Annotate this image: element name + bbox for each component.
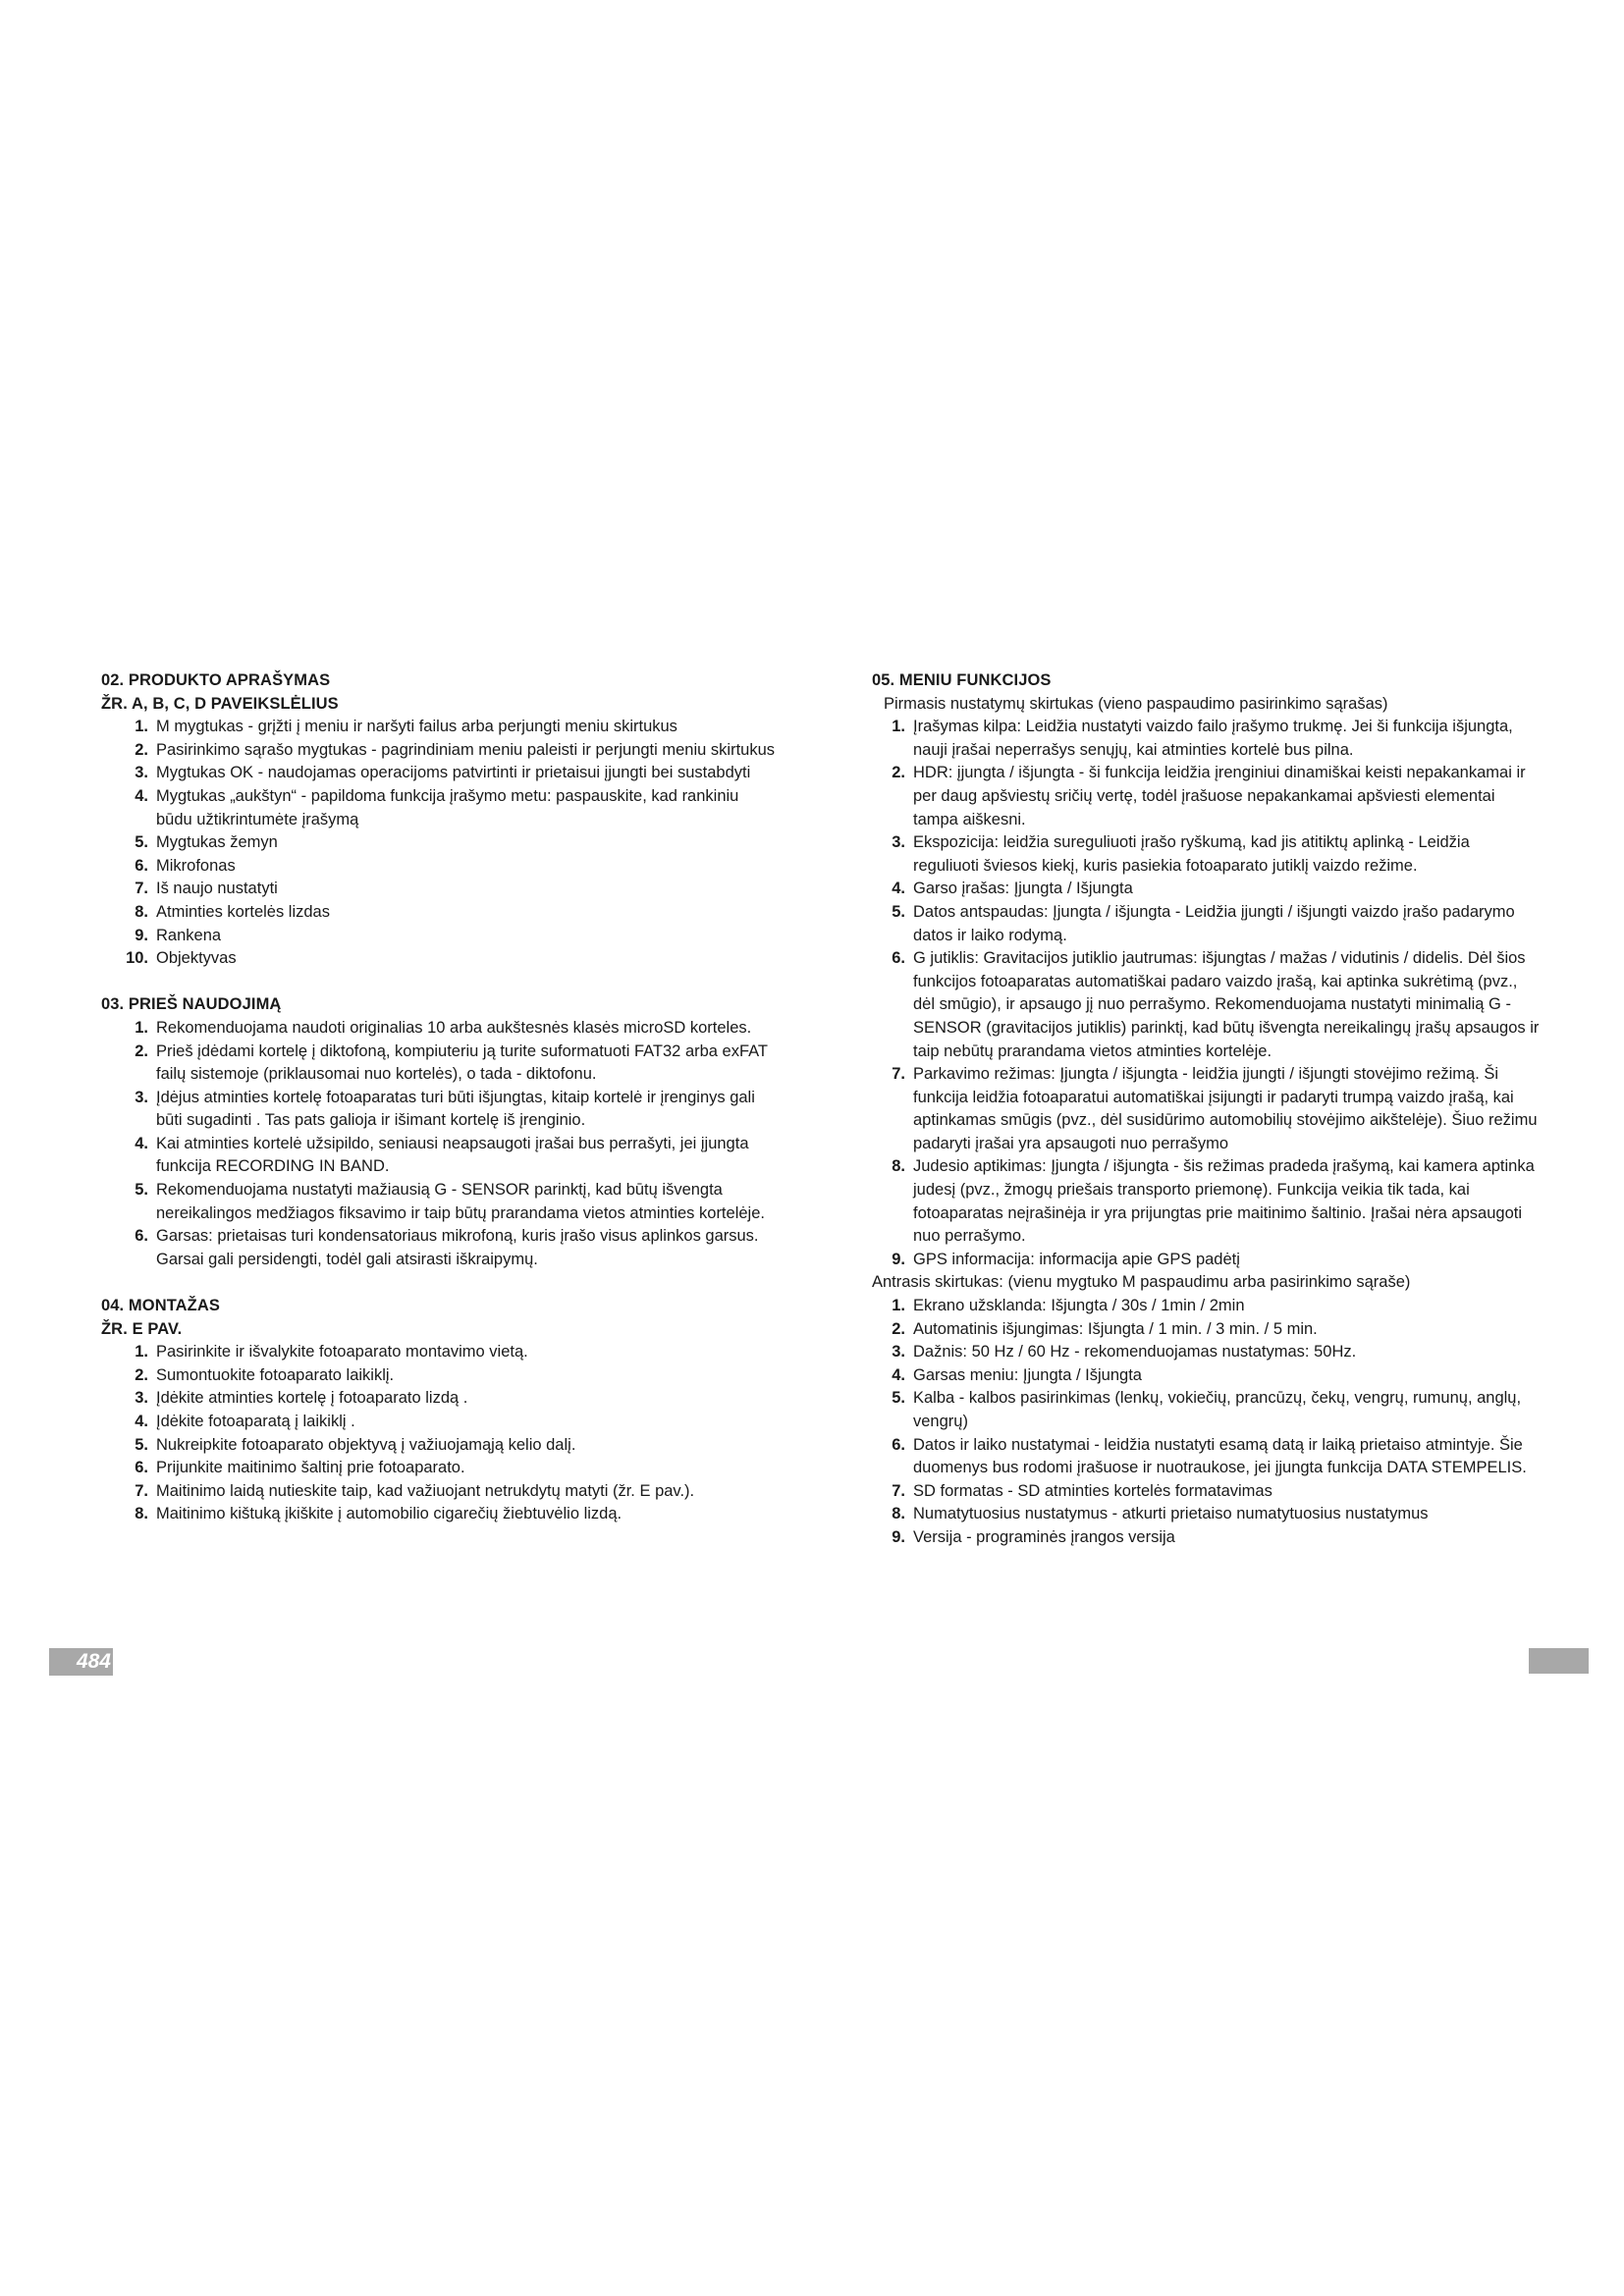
list-item — [872, 831, 1540, 878]
list-item — [872, 1155, 1540, 1248]
item-number: 2. — [892, 764, 905, 782]
list-item — [101, 1411, 779, 1434]
item-text: Rekomenduojama nustatyti mažiausią G - SENSOR parinktį, kad būtų išvengta nereikalingos medžiagos fiksavimo ir taip būtų prarandama vietos atminties kortelėje. — [156, 1181, 765, 1222]
list-item — [101, 739, 779, 763]
item-number: 4. — [135, 1413, 148, 1430]
section-title: 05. MENIU FUNKCIJOS — [872, 671, 1052, 689]
item-text: Mygtukas „aukštyn“ - papildoma funkcija įrašymo metu: paspauskite, kad rankiniu būdu užtikrintumėte įrašymą — [156, 786, 739, 828]
list-item — [872, 1387, 1540, 1433]
item-text: Įdėkite atminties kortelę į fotoaparato lizdą . — [156, 1389, 468, 1408]
list-item — [872, 1063, 1540, 1155]
item-text: Pasirinkite ir išvalykite fotoaparato montavimo vietą. — [156, 1343, 528, 1362]
item-text: Objektyvas — [156, 949, 237, 968]
item-text: Dažnis: 50 Hz / 60 Hz - rekomenduojamas nustatymas: 50Hz. — [913, 1343, 1357, 1362]
item-number: 1. — [135, 718, 148, 736]
item-text: Nukreipkite fotoaparato objektyvą į važiuojamąją kelio dalį. — [156, 1435, 576, 1454]
list-item — [872, 1295, 1540, 1318]
item-number: 5. — [135, 1435, 148, 1454]
list-item — [872, 1480, 1540, 1504]
list-item — [101, 878, 779, 901]
item-text: Maitinimo kištuką įkiškite į automobilio cigarečių žiebtuvėlio lizdą. — [156, 1505, 623, 1523]
list-item — [101, 1133, 779, 1179]
list-item — [872, 1526, 1540, 1550]
second-tab-intro: Antrasis skirtukas: (vienu mygtuko M paspaudimu arba pasirinkimo sąraše) — [872, 1273, 1411, 1292]
list-item — [101, 1225, 779, 1271]
item-text: Įdėkite fotoaparatą į laikiklį . — [156, 1413, 355, 1430]
list — [101, 1341, 779, 1526]
list-item — [872, 716, 1540, 762]
item-text: Parkavimo režimas: Įjungta / išjungta - leidžia įjungti / išjungti stovėjimo režimą. Ši funkcija leidžia fotoaparatui automatiškai įsijungti ir padaryti trumpą vaizdo įrašą, kai aptinkamas smūgis (pvz., dėl susidūrimo automobilių stovėjimo aikštelėje). Šiuo režimu padaryti įrašai yra apsaugoti nuo perrašymo — [913, 1065, 1538, 1152]
list — [872, 716, 1540, 1271]
list — [101, 716, 779, 971]
list-item — [101, 1434, 779, 1458]
item-number: 4. — [135, 786, 148, 805]
list-item — [101, 762, 779, 785]
item-number: 4. — [892, 1365, 905, 1384]
page-number: 484 — [49, 1648, 113, 1676]
list — [872, 1295, 1540, 1550]
list-item — [101, 1087, 779, 1133]
list-item — [872, 762, 1540, 831]
item-number: 3. — [892, 1343, 905, 1362]
item-number: 6. — [135, 1459, 148, 1477]
list-item — [101, 1457, 779, 1480]
item-text: Prieš įdėdami kortelę į diktofoną, kompiuteriu ją turite suformatuoti FAT32 arba exFAT failų sistemoje (priklausomai nuo kortelės), o tada - diktofonu. — [156, 1041, 768, 1084]
item-text: Garsas: prietaisas turi kondensatoriaus mikrofoną, kuris įrašo visus aplinkos garsus. Garsai gali persidengti, todėl gali atsirasti iškraipymų. — [156, 1227, 759, 1268]
list-item — [872, 1341, 1540, 1364]
item-text: Judesio aptikimas: Įjungta / išjungta - šis režimas pradeda įrašymą, kai kamera aptinka judesį (pvz., žmogų priešais transporto priemonę). Funkcija veikia tik tada, kai fotoaparatas neįrašinėja ir yra prijungtas prie maitinimo šaltinio. Įrašai nėra apsaugoti nuo perrašymo. — [913, 1157, 1535, 1246]
section-title: 02. PRODUKTO APRAŠYMAS — [101, 671, 331, 689]
item-number: 5. — [892, 1389, 905, 1408]
item-number: 9. — [135, 926, 148, 944]
item-number: 1. — [135, 1343, 148, 1362]
item-text: Mikrofonas — [156, 856, 236, 875]
item-text: Pasirinkimo sąrašo mygtukas - pagrindiniam meniu paleisti ir perjungti meniu skirtukus — [156, 740, 776, 759]
item-number: 9. — [892, 1527, 905, 1546]
left-column — [101, 669, 779, 1550]
section-05-menu-functions — [872, 669, 1540, 1550]
list-item — [101, 855, 779, 879]
item-text: Maitinimo laidą nutieskite taip, kad važiuojant netrukdytų matyti (žr. E pav.). — [156, 1481, 695, 1500]
item-number: 8. — [135, 902, 148, 921]
item-text: Mygtukas žemyn — [156, 833, 278, 852]
section-title: 03. PRIEŠ NAUDOJIMĄ — [101, 995, 282, 1014]
list-item — [101, 1341, 779, 1364]
section-04-installation — [101, 1295, 779, 1526]
item-text: Sumontuokite fotoaparato laikiklį. — [156, 1365, 395, 1384]
list-item — [101, 1179, 779, 1225]
list-item — [872, 1364, 1540, 1388]
list-item — [872, 901, 1540, 947]
item-number: 5. — [892, 902, 905, 921]
item-number: 7. — [892, 1065, 905, 1084]
item-text: Atminties kortelės lizdas — [156, 902, 330, 921]
item-number: 7. — [892, 1481, 905, 1500]
item-text: Kai atminties kortelė užsipildo, seniausi neapsaugoti įrašai bus perrašyti, jei įjungta funkcija RECORDING IN BAND. — [156, 1134, 749, 1176]
list-item — [101, 1503, 779, 1526]
item-text: Įdėjus atminties kortelę fotoaparatas turi būti išjungtas, kitaip kortelė ir įrenginys gali būti sugadinti . Tas pats galioja ir išimant kortelę iš įrenginio. — [156, 1088, 755, 1130]
list-item — [872, 1434, 1540, 1480]
item-text: SD formatas - SD atminties kortelės formatavimas — [913, 1481, 1272, 1500]
list-item — [101, 901, 779, 925]
item-text: Garso įrašas: Įjungta / Išjungta — [913, 880, 1133, 898]
item-number: 8. — [892, 1505, 905, 1523]
item-number: 2. — [892, 1319, 905, 1338]
list-item — [872, 1503, 1540, 1526]
item-text: Versija - programinės įrangos versija — [913, 1527, 1175, 1546]
item-number: 9. — [892, 1250, 905, 1268]
item-number: 1. — [135, 1018, 148, 1037]
item-number: 2. — [135, 740, 148, 759]
item-number: 2. — [135, 1041, 148, 1060]
list-item — [101, 831, 779, 855]
item-text: M mygtukas - grįžti į meniu ir naršyti failus arba perjungti meniu skirtukus — [156, 718, 677, 736]
section-subtitle: ŽR. E PAV. — [101, 1319, 183, 1338]
item-number: 5. — [135, 1181, 148, 1200]
item-number: 6. — [135, 856, 148, 875]
list-item — [101, 1364, 779, 1388]
item-number: 10. — [126, 949, 148, 968]
item-number: 7. — [135, 1481, 148, 1500]
item-text: Automatinis išjungimas: Išjungta / 1 min. / 3 min. / 5 min. — [913, 1319, 1318, 1338]
section-02-product-description — [101, 669, 779, 971]
item-text: Iš naujo nustatyti — [156, 880, 278, 898]
item-number: 8. — [135, 1505, 148, 1523]
item-text: Rekomenduojama naudoti originalias 10 arba aukštesnės klasės microSD korteles. — [156, 1018, 752, 1037]
list-item — [872, 1318, 1540, 1342]
list-item — [101, 1480, 779, 1504]
list-item — [101, 785, 779, 831]
item-number: 3. — [135, 1088, 148, 1106]
item-text: Ekrano užsklanda: Išjungta / 30s / 1min / 2min — [913, 1297, 1245, 1315]
item-number: 5. — [135, 833, 148, 852]
item-text: Kalba - kalbos pasirinkimas (lenkų, vokiečių, prancūzų, čekų, vengrų, rumunų, anglų, vengrų) — [913, 1389, 1522, 1430]
section-title: 04. MONTAŽAS — [101, 1297, 220, 1315]
item-text: Mygtukas OK - naudojamas operacijoms patvirtinti ir prietaisui įjungti bei sustabdyti — [156, 764, 751, 782]
item-text: HDR: įjungta / išjungta - ši funkcija leidžia įrenginiui dinamiškai keisti nepakankamai ir per daug apšviestų sričių vertę, todėl įrašuose nepakankamai apšviesti elementai tampa aiškesni. — [913, 764, 1526, 828]
first-tab-intro: Pirmasis nustatymų skirtukas (vieno paspaudimo pasirinkimo sąrašas) — [884, 694, 1388, 713]
item-number: 3. — [135, 764, 148, 782]
item-number: 6. — [892, 949, 905, 968]
list-item — [101, 925, 779, 948]
list-item — [101, 1041, 779, 1087]
item-number: 6. — [135, 1227, 148, 1246]
item-number: 4. — [135, 1134, 148, 1152]
list-item — [872, 947, 1540, 1063]
item-text: Rankena — [156, 926, 222, 944]
list-item — [872, 1249, 1540, 1272]
list-item — [101, 1387, 779, 1411]
list-item — [101, 716, 779, 739]
item-number: 2. — [135, 1365, 148, 1384]
item-text: Numatytuosius nustatymus - atkurti prietaiso numatytuosius nustatymus — [913, 1505, 1429, 1523]
item-text: Garsas meniu: Įjungta / Išjungta — [913, 1365, 1142, 1384]
item-number: 3. — [135, 1389, 148, 1408]
page-marker-bar — [1529, 1648, 1589, 1674]
item-text: Prijunkite maitinimo šaltinį prie fotoaparato. — [156, 1459, 465, 1477]
item-number: 8. — [892, 1157, 905, 1176]
list-item — [101, 947, 779, 971]
list — [101, 1017, 779, 1272]
item-text: Datos ir laiko nustatymai - leidžia nustatyti esamą datą ir laiką prietaiso atmintyje. Šie duomenys bus rodomi įrašuose ir nuotraukose, jei įjungta funkcija DATA STEMPELIS. — [913, 1435, 1527, 1477]
item-text: Datos antspaudas: Įjungta / išjungta - Leidžia įjungti / išjungti vaizdo įrašo padarymo datos ir laiko rodymą. — [913, 902, 1515, 944]
section-subtitle: ŽR. A, B, C, D PAVEIKSLĖLIUS — [101, 694, 339, 713]
item-number: 3. — [892, 833, 905, 852]
item-text: G jutiklis: Gravitacijos jutiklio jautrumas: išjungtas / mažas / vidutinis / didelis. Dėl šios funkcijos fotoaparatas automatiškai padaro vaizdo įrašą, kai aptinka sukrėtimą (pvz., dėl smūgio), ir apsaugo jį nuo perrašymo. Rekomenduojama nustatyti minimalią G - SENSOR (gravitacijos jutiklis) parinktį, kad būtų išvengta nereikalingų įrašų apsaugos ir taip nebūtų prarandama vietos atminties kortelėje. — [913, 949, 1540, 1060]
list-item — [101, 1017, 779, 1041]
item-text: GPS informacija: informacija apie GPS padėtį — [913, 1250, 1240, 1268]
item-text: Įrašymas kilpa: Leidžia nustatyti vaizdo failo įrašymo trukmę. Jei ši funkcija išjungta, nauji įrašai neperrašys senųjų, kai atminties kortelė bus pilna. — [913, 718, 1513, 759]
item-number: 7. — [135, 880, 148, 898]
item-number: 1. — [892, 718, 905, 736]
item-number: 4. — [892, 880, 905, 898]
right-column — [872, 669, 1540, 1573]
item-text: Ekspozicija: leidžia sureguliuoti įrašo ryškumą, kad jis atitiktų aplinką - Leidžia reguliuoti šviesos kiekį, kuris pasiekia fotoaparato jutiklį vaizdo režime. — [913, 833, 1470, 875]
item-number: 6. — [892, 1435, 905, 1454]
item-number: 1. — [892, 1297, 905, 1315]
section-03-before-use — [101, 993, 779, 1271]
list-item — [872, 878, 1540, 901]
